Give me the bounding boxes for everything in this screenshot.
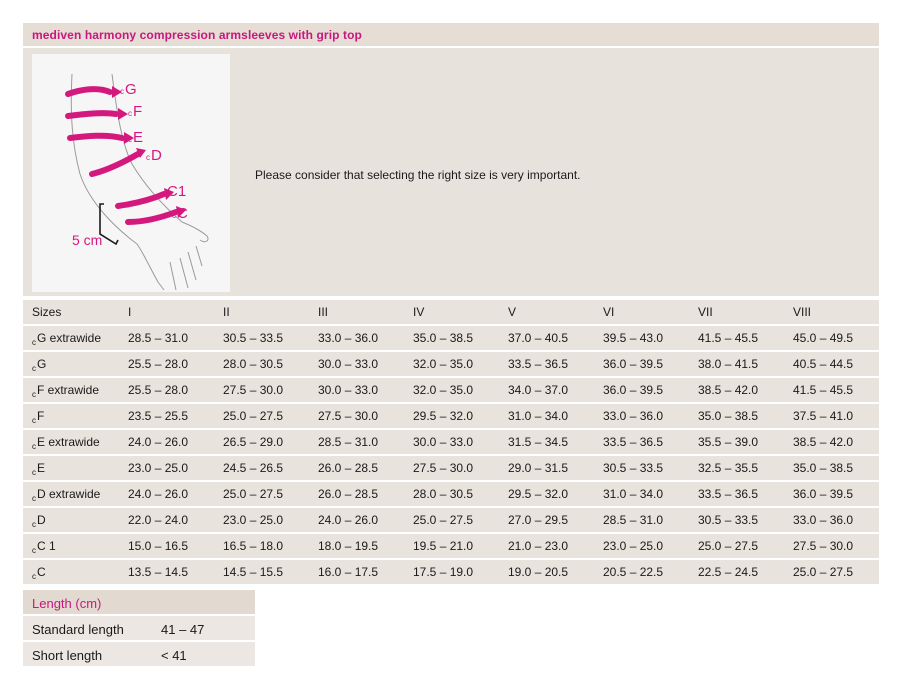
label-sub-g: c bbox=[120, 87, 124, 96]
band-c bbox=[128, 212, 176, 222]
table-cell: 28.0 – 30.5 bbox=[214, 352, 309, 376]
table-cell: 32.0 – 35.0 bbox=[404, 352, 499, 376]
table-cell: 33.5 – 36.5 bbox=[499, 352, 594, 376]
sizes-header-label: Sizes bbox=[23, 300, 119, 324]
length-row-label: Short length bbox=[32, 648, 103, 663]
table-cell: 31.0 – 34.0 bbox=[594, 482, 689, 506]
table-row bbox=[23, 508, 879, 532]
table-cell: 16.5 – 18.0 bbox=[214, 534, 309, 558]
table-cell: 33.5 – 36.5 bbox=[594, 430, 689, 454]
table-cell: 25.0 – 27.5 bbox=[689, 534, 784, 558]
table-cell: 34.0 – 37.0 bbox=[499, 378, 594, 402]
label-d: D bbox=[151, 147, 162, 164]
size-table bbox=[23, 298, 879, 586]
table-cell: 26.0 – 28.5 bbox=[309, 456, 404, 480]
measure-label bbox=[23, 560, 119, 584]
length-row-value: < 41 bbox=[161, 648, 187, 663]
table-cell: 21.0 – 23.0 bbox=[499, 534, 594, 558]
measure-sub: c bbox=[32, 416, 36, 425]
table-cell: 35.5 – 39.0 bbox=[689, 430, 784, 454]
table-cell: 30.0 – 33.0 bbox=[309, 352, 404, 376]
table-row bbox=[23, 534, 879, 558]
table-row bbox=[23, 560, 879, 584]
table-cell: 30.0 – 33.0 bbox=[404, 430, 499, 454]
label-sub-d: c bbox=[146, 153, 150, 162]
table-cell: 22.5 – 24.5 bbox=[689, 560, 784, 584]
table-cell: 24.5 – 26.5 bbox=[214, 456, 309, 480]
table-cell: 35.0 – 38.5 bbox=[689, 404, 784, 428]
measure-name: E extrawide bbox=[37, 435, 100, 449]
table-cell: 30.5 – 33.5 bbox=[689, 508, 784, 532]
size-header-4: IV bbox=[404, 300, 499, 324]
length-row-value: 41 – 47 bbox=[161, 622, 205, 637]
label-c1: C1 bbox=[167, 183, 187, 200]
table-cell: 28.5 – 31.0 bbox=[594, 508, 689, 532]
measure-label bbox=[23, 326, 119, 350]
length-row-standard bbox=[23, 616, 255, 640]
distance-label: 5 cm bbox=[72, 232, 103, 248]
table-cell: 25.0 – 27.5 bbox=[404, 508, 499, 532]
title-bar bbox=[23, 23, 879, 46]
table-cell: 18.0 – 19.5 bbox=[309, 534, 404, 558]
label-sub-c: c bbox=[172, 211, 176, 220]
size-header-2: II bbox=[214, 300, 309, 324]
table-cell: 25.0 – 27.5 bbox=[214, 482, 309, 506]
band-g bbox=[68, 89, 110, 94]
size-header-3: III bbox=[309, 300, 404, 324]
table-cell: 41.5 – 45.5 bbox=[784, 378, 879, 402]
table-cell: 19.0 – 20.5 bbox=[499, 560, 594, 584]
measure-sub: c bbox=[32, 572, 36, 581]
table-cell: 35.0 – 38.5 bbox=[784, 456, 879, 480]
label-sub-e: c bbox=[128, 135, 132, 144]
table-cell: 41.5 – 45.5 bbox=[689, 326, 784, 350]
measure-sub: c bbox=[32, 468, 36, 477]
table-cell: 23.0 – 25.0 bbox=[214, 508, 309, 532]
measure-sub: c bbox=[32, 442, 36, 451]
table-cell: 17.5 – 19.0 bbox=[404, 560, 499, 584]
measure-label bbox=[23, 508, 119, 532]
size-header-row bbox=[23, 300, 879, 324]
table-row bbox=[23, 404, 879, 428]
table-cell: 23.0 – 25.0 bbox=[119, 456, 214, 480]
table-cell: 27.0 – 29.5 bbox=[499, 508, 594, 532]
table-cell: 37.0 – 40.5 bbox=[499, 326, 594, 350]
table-cell: 30.5 – 33.5 bbox=[214, 326, 309, 350]
table-cell: 25.5 – 28.0 bbox=[119, 378, 214, 402]
table-cell: 25.0 – 27.5 bbox=[214, 404, 309, 428]
table-cell: 25.0 – 27.5 bbox=[784, 560, 879, 584]
table-cell: 27.5 – 30.0 bbox=[404, 456, 499, 480]
table-cell: 28.5 – 31.0 bbox=[309, 430, 404, 454]
table-cell: 38.0 – 41.5 bbox=[689, 352, 784, 376]
table-cell: 27.5 – 30.0 bbox=[309, 404, 404, 428]
table-cell: 27.5 – 30.0 bbox=[784, 534, 879, 558]
measure-name: C 1 bbox=[37, 539, 56, 553]
measure-label bbox=[23, 378, 119, 402]
table-cell: 33.0 – 36.0 bbox=[309, 326, 404, 350]
table-cell: 26.5 – 29.0 bbox=[214, 430, 309, 454]
table-cell: 24.0 – 26.0 bbox=[309, 508, 404, 532]
table-cell: 29.0 – 31.5 bbox=[499, 456, 594, 480]
table-cell: 33.0 – 36.0 bbox=[784, 508, 879, 532]
table-cell: 16.0 – 17.5 bbox=[309, 560, 404, 584]
measure-label bbox=[23, 430, 119, 454]
size-notice: Please consider that selecting the right size is very important. bbox=[255, 168, 581, 182]
table-cell: 23.5 – 25.5 bbox=[119, 404, 214, 428]
size-header-8: VIII bbox=[784, 300, 879, 324]
measure-name: G extrawide bbox=[37, 331, 102, 345]
table-cell: 33.0 – 36.0 bbox=[594, 404, 689, 428]
table-cell: 24.0 – 26.0 bbox=[119, 430, 214, 454]
length-table-header bbox=[23, 590, 255, 614]
band-d bbox=[92, 154, 138, 174]
measure-name: G bbox=[37, 357, 47, 371]
table-cell: 15.0 – 16.5 bbox=[119, 534, 214, 558]
measure-name: D extrawide bbox=[37, 487, 101, 501]
table-cell: 13.5 – 14.5 bbox=[119, 560, 214, 584]
length-row-label: Standard length bbox=[32, 622, 124, 637]
table-row bbox=[23, 482, 879, 506]
table-cell: 36.0 – 39.5 bbox=[784, 482, 879, 506]
table-cell: 23.0 – 25.0 bbox=[594, 534, 689, 558]
label-f: F bbox=[133, 103, 143, 120]
intro-panel bbox=[23, 48, 879, 296]
measure-name: F extrawide bbox=[37, 383, 100, 397]
label-e: E bbox=[133, 129, 144, 146]
table-row bbox=[23, 326, 879, 350]
table-row bbox=[23, 378, 879, 402]
length-row-short bbox=[23, 642, 255, 666]
measure-sub: c bbox=[32, 520, 36, 529]
table-cell: 36.0 – 39.5 bbox=[594, 378, 689, 402]
label-sub-c1: c bbox=[162, 189, 166, 198]
table-cell: 45.0 – 49.5 bbox=[784, 326, 879, 350]
table-cell: 28.5 – 31.0 bbox=[119, 326, 214, 350]
table-cell: 30.0 – 33.0 bbox=[309, 378, 404, 402]
table-row bbox=[23, 430, 879, 454]
table-cell: 14.5 – 15.5 bbox=[214, 560, 309, 584]
table-row bbox=[23, 352, 879, 376]
table-cell: 22.0 – 24.0 bbox=[119, 508, 214, 532]
table-cell: 19.5 – 21.0 bbox=[404, 534, 499, 558]
table-cell: 38.5 – 42.0 bbox=[784, 430, 879, 454]
measure-label bbox=[23, 534, 119, 558]
table-cell: 37.5 – 41.0 bbox=[784, 404, 879, 428]
measure-label bbox=[23, 482, 119, 506]
size-header-1: I bbox=[119, 300, 214, 324]
table-cell: 31.0 – 34.0 bbox=[499, 404, 594, 428]
table-cell: 20.5 – 22.5 bbox=[594, 560, 689, 584]
measure-label bbox=[23, 352, 119, 376]
measure-name: E bbox=[37, 461, 46, 475]
size-header-7: VII bbox=[689, 300, 784, 324]
table-cell: 28.0 – 30.5 bbox=[404, 482, 499, 506]
table-cell: 35.0 – 38.5 bbox=[404, 326, 499, 350]
table-cell: 26.0 – 28.5 bbox=[309, 482, 404, 506]
measure-sub: c bbox=[32, 546, 36, 555]
table-cell: 32.0 – 35.0 bbox=[404, 378, 499, 402]
label-c: C bbox=[177, 205, 188, 222]
measure-name: F bbox=[37, 409, 45, 423]
measure-label bbox=[23, 456, 119, 480]
measure-name: D bbox=[37, 513, 46, 527]
table-cell: 31.5 – 34.5 bbox=[499, 430, 594, 454]
band-f bbox=[68, 113, 116, 116]
measure-sub: c bbox=[32, 390, 36, 399]
band-e bbox=[70, 136, 122, 138]
table-cell: 29.5 – 32.0 bbox=[499, 482, 594, 506]
page-title: mediven harmony compression armsleeves with grip top bbox=[32, 28, 362, 42]
table-cell: 40.5 – 44.5 bbox=[784, 352, 879, 376]
table-cell: 32.5 – 35.5 bbox=[689, 456, 784, 480]
size-header-6: VI bbox=[594, 300, 689, 324]
label-sub-f: c bbox=[128, 109, 132, 118]
table-cell: 39.5 – 43.0 bbox=[594, 326, 689, 350]
length-header-label: Length (cm) bbox=[32, 596, 102, 611]
table-cell: 24.0 – 26.0 bbox=[119, 482, 214, 506]
table-cell: 36.0 – 39.5 bbox=[594, 352, 689, 376]
table-cell: 30.5 – 33.5 bbox=[594, 456, 689, 480]
label-g: G bbox=[125, 81, 137, 98]
band-c1 bbox=[118, 194, 164, 206]
size-header-5: V bbox=[499, 300, 594, 324]
table-row bbox=[23, 456, 879, 480]
table-cell: 29.5 – 32.0 bbox=[404, 404, 499, 428]
measure-sub: c bbox=[32, 338, 36, 347]
measure-sub: c bbox=[32, 364, 36, 373]
measure-name: C bbox=[37, 565, 46, 579]
table-cell: 33.5 – 36.5 bbox=[689, 482, 784, 506]
measure-sub: c bbox=[32, 494, 36, 503]
measure-label bbox=[23, 404, 119, 428]
table-cell: 25.5 – 28.0 bbox=[119, 352, 214, 376]
table-cell: 27.5 – 30.0 bbox=[214, 378, 309, 402]
arm-measurement-illustration bbox=[32, 54, 230, 292]
table-cell: 38.5 – 42.0 bbox=[689, 378, 784, 402]
arm-sleeve-diagram bbox=[32, 54, 230, 292]
